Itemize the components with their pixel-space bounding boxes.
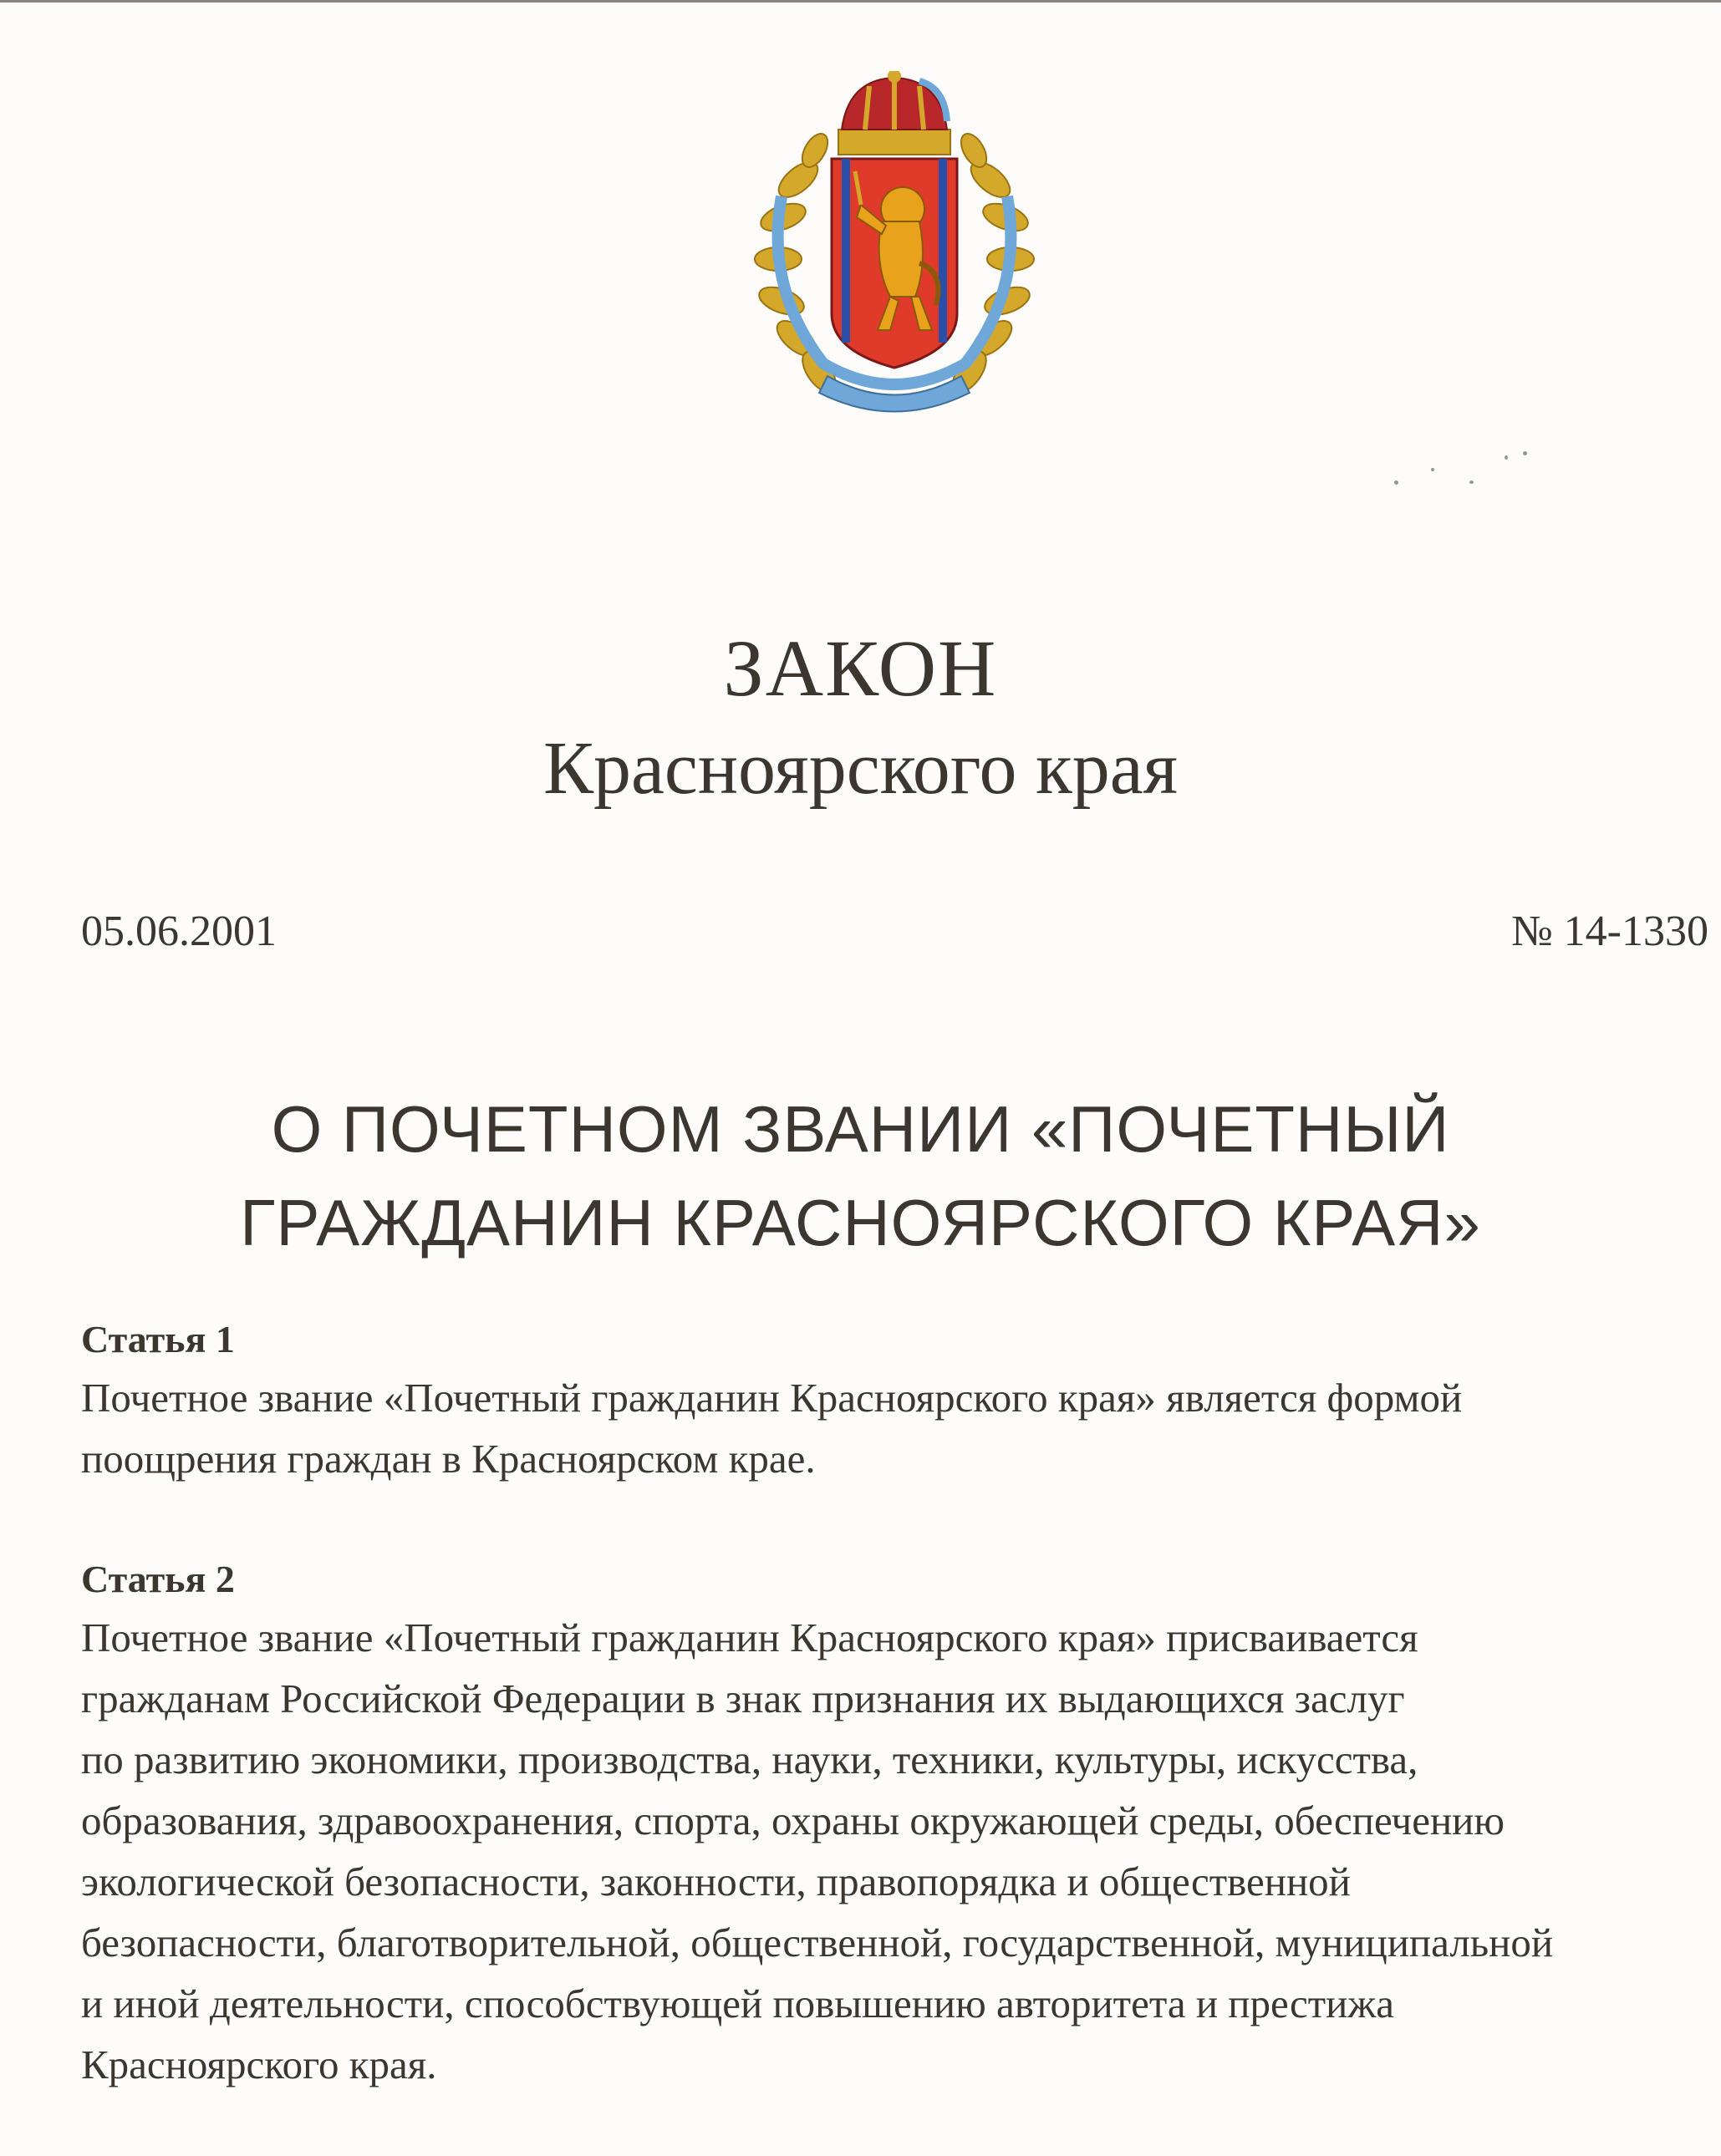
scan-speck <box>1505 455 1508 460</box>
article-title: Статья 1 <box>81 1318 235 1360</box>
document-number: № 14-1330 <box>1511 908 1708 955</box>
article-line: образования, здравоохранения, спорта, охраны окружающей среды, обеспечению <box>81 1798 1505 1843</box>
article-2 <box>81 1552 1711 2095</box>
scan-speck <box>1469 481 1474 484</box>
law-heading-line: ГРАЖДАНИН КРАСНОЯРСКОГО КРАЯ» <box>240 1186 1481 1259</box>
laurel-right-icon <box>946 130 1034 398</box>
scan-top-edge <box>0 0 1721 3</box>
article-line: безопасности, благотворительной, общественной, государственной, муниципальной <box>81 1920 1554 1965</box>
scan-speck <box>1523 451 1527 455</box>
article-text <box>81 1367 1711 1489</box>
article-text <box>81 1607 1711 2095</box>
article-line: поощрения граждан в Красноярском крае. <box>81 1436 816 1482</box>
article-line: Красноярского края. <box>81 2042 437 2087</box>
scan-speck <box>1431 468 1434 471</box>
document-title: ЗАКОН <box>723 623 998 713</box>
article-line: Почетное звание «Почетный гражданин Красноярского края» присваивается <box>81 1614 1418 1660</box>
scan-speck <box>1394 481 1398 485</box>
law-heading-line: О ПОЧЕТНОМ ЗВАНИИ «ПОЧЕТНЫЙ <box>271 1092 1450 1166</box>
document-date: 05.06.2001 <box>81 908 277 955</box>
article-line: экологической безопасности, законности, правопорядка и общественной <box>81 1859 1351 1904</box>
law-heading <box>0 1082 1721 1269</box>
article-line: гражданам Российской Федерации в знак признания их выдающихся заслуг <box>81 1675 1405 1721</box>
laurel-left-icon <box>755 130 843 398</box>
article-line: по развитию экономики, производства, науки, техники, культуры, искусства, <box>81 1736 1418 1782</box>
article-1 <box>81 1312 1711 1489</box>
document-subtitle: Красноярского края <box>542 727 1179 810</box>
article-title: Статья 2 <box>81 1558 235 1600</box>
krasnoyarsk-coat-of-arms-emblem <box>748 71 1041 422</box>
article-line: и иной деятельности, способствующей повышению авторитета и престижа <box>81 1981 1394 2026</box>
article-line: Почетное звание «Почетный гражданин Красноярского края» является формой <box>81 1375 1463 1421</box>
crown-icon <box>838 71 950 155</box>
